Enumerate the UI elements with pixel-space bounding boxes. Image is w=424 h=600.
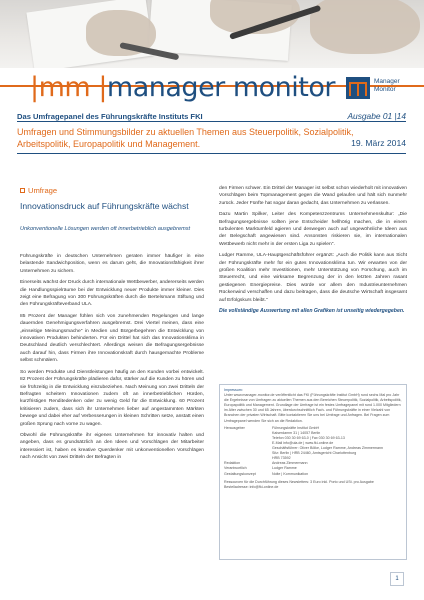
article-right-column xyxy=(219,185,407,319)
imprint-order-address[interactable]: Bestelladresse: info@fki-online.de xyxy=(224,484,279,489)
paragraph: Führungskräfte in deutschen Unternehmen geraten immer häufiger in eine belastende Sandwichposition, wenn es darum geht, die Innovationsfähigkeit ihrer Unternehmen zu sichern. xyxy=(20,254,204,274)
imprint-title: Impressum: xyxy=(224,388,243,392)
article-left-column xyxy=(20,253,204,466)
divider xyxy=(17,121,406,122)
imprint-details: Herausgeber Führungskräfte Institut GmbH Kaiserdamm 31 | 14057 Berlin Telefon 030 30 69 63-0 | Fax 030 30 69 63-13 E-Mail info@ula.de | www.fki-online.de Geschäftsführer: Oliver Bölke, Ludger Ramme, Andreas Zimmermann Sitz: Berlin | HRB 24460, Amtsgericht Charlottenburg HRB 73592 Redaktion Andreas Zimmermann Verantwortlich Ludger Ramme Gestaltungskonzept Nolte | Kommunikation xyxy=(224,426,402,477)
imprint-contact-link[interactable]: E-Mail info@ula.de | www.fki-online.de xyxy=(272,440,334,445)
paragraph: Ludger Ramme, ULA-Hauptgeschäftsführer ergänzt: „Auch die Politik kann aus Sicht der Führungskräfte mehr für ein gutes Innovationsklima tun. Wir erwarten von der großen Koalition mehr Investitionen, mehr Unterstützung von Forschung, auch im Steuerrecht, und eine wirksame Begrenzung der in den letzten Jahren rasant gestiegenen Energiepreise. Dies würde vor allem den Industrieunternehmen Rückenwind verschaffen und dazu beitragen, dass die deutsche Wirtschaft insgesamt auf Erfolgskurs bleibt." xyxy=(219,253,407,303)
article-subhead: Unkonventionelle Lösungen werden oft innerbetrieblich ausgebremst xyxy=(20,226,191,232)
paragraph: Dazu Martin Spilker, Leiter des Kompetenzzentrums Unternehmenskultur: „Die Befragungsergebnisse sollten jene Entscheider hellhörig machen, die in einem turbulenten Marktumfeld agieren und deswegen auch auf ungewöhnliche Ideen aus der Belegschaft angewiesen sind. Ansonsten riskieren sie, im internationalen Wettbewerb nicht mehr in der ersten Liga zu spielen". xyxy=(219,212,407,247)
square-icon xyxy=(20,188,25,193)
brand-mark-label: Manager Monitor xyxy=(374,78,400,93)
logo-wordmark: |mm |manager monitor xyxy=(30,72,335,103)
page-number: 1 xyxy=(390,572,404,586)
paragraph: Obwohl die Führungskräfte ihr eigenes Unternehmen für innovativ halten und angeben, dass es grundsätzlich an den Ideen und Vorschlägen der Mitarbeiter interessiert ist, haben es kreative Querdenker mit unkonventionellen Vorschlägen nach Ansicht von zwei Dritteln der Befragten in xyxy=(20,432,204,461)
section-label: Umfrage xyxy=(20,186,57,195)
intro-text: Umfragen und Stimmungsbilder zu aktuellen Themen aus Steuerpolitik, Sozialpolitik, Arbeitspolitik, Europapolitik und Management. xyxy=(17,127,354,149)
imprint-intro: Unter www.manager-monitor.de veröffentlicht das FKI (Führungskräfte Institut GmbH) rund sechs Mal pro Jahr die Ergebnisse von Umfragen zu aktuellen Themen aus den Bereichen Steuerpolitik, Sozialpolitik, Arbeitspolitik, Europapolitik und Management. Grundlage der Umfrage ist ein festes Umfragepanel mit rund 1.000 Mitgliedern im Alter zwischen 30 und 65 Jahren, überdurchschnittlich Fach- und Führungskräfte in einer Vielzahl von Branchen der privaten Wirtschaft. Bitte kontaktieren Sie uns bei Umfrage und Anfragen. Bei Fragen zum Umfragepanel wenden Sie sich an die Redaktion. xyxy=(224,393,402,423)
tagline: Das Umfragepanel des Führungskräfte Instituts FKI xyxy=(17,112,203,121)
article-headline: Innovationsdruck auf Führungskräfte wächst xyxy=(20,201,189,211)
divider xyxy=(17,153,406,154)
paragraph: Einerseits wächst der Druck durch internationale Wettbewerber, andererseits werden die Handlungsspielräume bei der Entwicklung neuer Produkte immer kleiner. Dies zeigt eine Befragung von 300 Führungskräften durch die Bertelsmann Stiftung und den Führungskräfteverband ULA. xyxy=(20,280,204,308)
header-photo xyxy=(0,0,424,68)
paragraph: So werden Produkte und Dienstleistungen häufig an den Kunden vorbei entwickelt. 82 Prozent der Führungskräfte plädieren dafür, stärker auf die Kunden zu hören und sie frühzeitig in die Entwicklung einzubeziehen. Nach Meinung von zwei Dritteln der Befragten scheitern Innovationen zudem oft an innerbetrieblichen Hürden, kurzfristigen Renditedenken oder zu wenig Geld für die Entwicklung. 60 Prozent kritisieren zudem, dass sich ihr Unternehmen lieber auf angestammten Märkten bewege und dabei eher auf Verbesserungen in kleinen Schritten setze, anstatt einen großen Sprung nach vorne zu wagen. xyxy=(20,369,204,427)
paragraph: 85 Prozent der Manager fühlen sich von zunehmenden Regelungen und lange dauernden Genehmigungsverfahren ausgebremst. Drei Viertel meinen, dass eine „einseitige Meinungsmache" in Medien und Bürgerbegehren die Entwicklung von innovativen Produkten behinderten. Für ein Drittel hat sich das Innovationsklima in Deutschland deutlich verschlechtert. Allerdings weisen die Befragungsergebnisse auch darauf hin, dass Firmen ihre Innovationskraft durch hausgemachte Probleme selbst schmälern. xyxy=(20,313,204,364)
brand-mark-icon xyxy=(346,77,370,99)
issue-label: Ausgabe 01 |14 xyxy=(347,111,406,121)
paragraph: den Firmen schwer. Ein Drittel der Manager ist selbst schon wiederholt mit innovativen Vorschlägen beim Topmanagement gegen die Wand gelaufen und hält sich nunmehr zurück. Jeder Fünfte hat sogar daran gedacht, das Unternehmen zu verlassen. xyxy=(219,186,407,206)
evaluation-note: Die vollständige Auswertung mit allen Grafiken ist unseitig wiedergegeben. xyxy=(219,308,405,315)
issue-date: 19. März 2014 xyxy=(351,138,406,148)
imprint-footnote: Ressourcen für die Durchführung dieses Newsletters: 3 Euro inkl. Porto und USt. pro Ausgabe xyxy=(224,479,374,484)
imprint-box xyxy=(219,384,407,560)
